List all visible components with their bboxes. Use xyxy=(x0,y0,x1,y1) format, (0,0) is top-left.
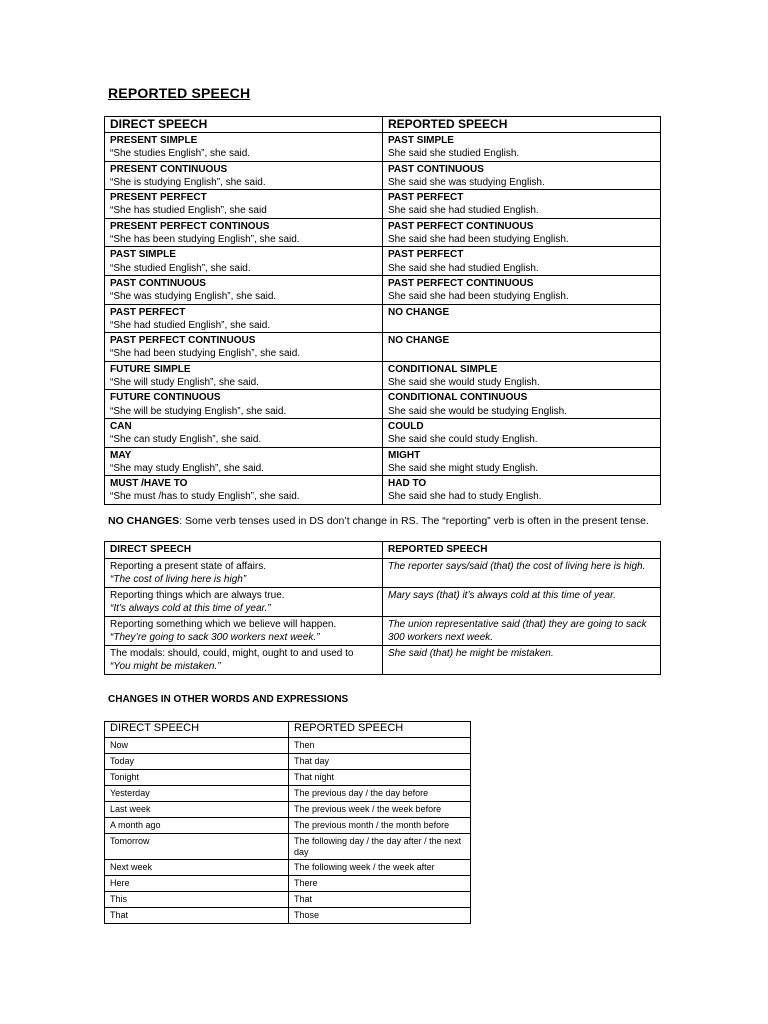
reported-word-cell: The previous day / the day before xyxy=(289,786,471,802)
direct-tense: PAST PERFECT xyxy=(110,306,186,318)
direct-example: “The cost of living here is high” xyxy=(110,574,247,585)
table-row xyxy=(105,818,471,834)
page-title: REPORTED SPEECH xyxy=(108,85,251,101)
table-row xyxy=(105,447,661,476)
reported-example: She said she had to study English. xyxy=(388,491,542,503)
direct-description: Reporting something which we believe will happen. xyxy=(110,618,337,630)
direct-example: “She had been studying English”, she said. xyxy=(110,348,301,360)
reported-word-cell: That night xyxy=(289,770,471,786)
reported-speech-cell xyxy=(383,190,661,219)
table-row xyxy=(105,892,471,908)
direct-speech-cell xyxy=(105,161,383,190)
direct-example: “She studied English”, she said. xyxy=(110,262,251,274)
reported-speech-cell xyxy=(383,218,661,247)
direct-speech-cell xyxy=(105,476,383,505)
direct-word-cell: Now xyxy=(105,738,289,754)
reported-tense: CONDITIONAL SIMPLE xyxy=(388,363,498,375)
direct-tense: CAN xyxy=(110,420,132,432)
direct-speech-cell xyxy=(105,390,383,419)
direct-speech-cell xyxy=(105,190,383,219)
table-row xyxy=(105,275,661,304)
table-row xyxy=(105,616,661,645)
table-row xyxy=(105,786,471,802)
direct-example: “She was studying English”, she said. xyxy=(110,291,277,303)
direct-speech-cell xyxy=(105,558,383,587)
reported-example: She said she had studied English. xyxy=(388,262,539,274)
table-header-row xyxy=(105,542,661,559)
direct-speech-cell xyxy=(105,275,383,304)
direct-tense: PRESENT CONTINUOUS xyxy=(110,163,228,175)
direct-tense: MAY xyxy=(110,449,132,461)
reported-example: The reporter says/said (that) the cost of living here is high. xyxy=(388,560,646,572)
direct-speech-cell xyxy=(105,616,383,645)
table-row xyxy=(105,908,471,924)
table-row xyxy=(105,476,661,505)
reported-speech-cell xyxy=(383,361,661,390)
reported-example: The union representative said (that) they are going to sack 300 workers next week. xyxy=(388,618,647,643)
reported-speech-cell xyxy=(383,333,661,362)
reported-example: She said she would study English. xyxy=(388,377,540,389)
direct-example: “She is studying English”, she said. xyxy=(110,176,266,188)
direct-example: “She has been studying English”, she said. xyxy=(110,234,300,246)
reported-tense: COULD xyxy=(388,420,424,432)
header-direct-speech: DIRECT SPEECH xyxy=(105,542,383,559)
table-row xyxy=(105,834,471,860)
table-row xyxy=(105,645,661,674)
table-row xyxy=(105,333,661,362)
table-row xyxy=(105,418,661,447)
reported-tense: MIGHT xyxy=(388,449,421,461)
direct-word-cell: Yesterday xyxy=(105,786,289,802)
reported-speech-cell xyxy=(383,476,661,505)
direct-word-cell: Here xyxy=(105,876,289,892)
reported-example: She said she had been studying English. xyxy=(388,291,569,303)
reported-speech-cell xyxy=(383,275,661,304)
reported-speech-cell xyxy=(383,616,661,645)
direct-tense: PAST PERFECT CONTINUOUS xyxy=(110,335,256,347)
reported-tense: PAST SIMPLE xyxy=(388,135,454,146)
table-row xyxy=(105,558,661,587)
header-reported-speech: REPORTED SPEECH xyxy=(383,542,661,559)
table-header-row xyxy=(105,722,471,738)
table-row xyxy=(105,860,471,876)
direct-example: “It’s always cold at this time of year.” xyxy=(110,603,271,614)
direct-word-cell: Tonight xyxy=(105,770,289,786)
direct-speech-cell xyxy=(105,333,383,362)
reported-example: She said she might study English. xyxy=(388,462,539,474)
header-reported-speech: REPORTED SPEECH xyxy=(383,117,661,133)
direct-tense: PRESENT PERFECT CONTINOUS xyxy=(110,220,270,232)
direct-speech-cell xyxy=(105,247,383,276)
reported-speech-cell xyxy=(383,161,661,190)
reported-example: She said she would be studying English. xyxy=(388,405,568,417)
direct-description: Reporting things which are always true. xyxy=(110,589,285,601)
direct-example: “She can study English”, she said. xyxy=(110,434,262,446)
reported-word-cell: Then xyxy=(289,738,471,754)
reported-example: She said she had studied English. xyxy=(388,205,539,217)
reported-example: She said (that) he might be mistaken. xyxy=(388,647,554,659)
no-changes-label: NO CHANGES xyxy=(108,515,180,527)
direct-tense: MUST /HAVE TO xyxy=(110,478,188,490)
header-direct-speech: DIRECT SPEECH xyxy=(105,722,289,738)
direct-speech-cell xyxy=(105,361,383,390)
direct-speech-cell xyxy=(105,133,383,162)
reported-example: She said she studied English. xyxy=(388,148,520,160)
direct-speech-cell xyxy=(105,218,383,247)
no-changes-text: : Some verb tenses used in DS don’t change in RS. The “reporting” verb is often in the present tense. xyxy=(179,515,649,527)
header-reported-speech: REPORTED SPEECH xyxy=(289,722,471,738)
direct-tense: PAST SIMPLE xyxy=(110,249,176,261)
reported-tense: CONDITIONAL CONTINUOUS xyxy=(388,392,528,404)
direct-description: The modals: should, could, might, ought to and used to xyxy=(110,647,354,659)
direct-example: “She had studied English”, she said. xyxy=(110,319,271,331)
reported-example: Mary says (that) it’s always cold at this time of year. xyxy=(388,589,616,601)
table-row xyxy=(105,754,471,770)
reported-word-cell: The following day / the day after / the next day xyxy=(289,834,471,860)
direct-description: Reporting a present state of affairs. xyxy=(110,560,267,572)
direct-tense: PRESENT PERFECT xyxy=(110,192,207,204)
table-row xyxy=(105,247,661,276)
direct-word-cell: A month ago xyxy=(105,818,289,834)
reported-tense: NO CHANGE xyxy=(388,306,450,318)
reported-tense: NO CHANGE xyxy=(388,335,450,347)
reported-tense: HAD TO xyxy=(388,478,427,490)
reported-example: She said she was studying English. xyxy=(388,176,545,188)
reported-speech-cell xyxy=(383,558,661,587)
reported-speech-cell xyxy=(383,645,661,674)
no-change-table xyxy=(104,541,661,675)
direct-tense: FUTURE SIMPLE xyxy=(110,363,191,375)
direct-speech-cell xyxy=(105,304,383,333)
reported-word-cell: That day xyxy=(289,754,471,770)
direct-tense: PRESENT SIMPLE xyxy=(110,135,198,146)
direct-word-cell: Today xyxy=(105,754,289,770)
reported-word-cell: There xyxy=(289,876,471,892)
direct-word-cell: That xyxy=(105,908,289,924)
table-row xyxy=(105,161,661,190)
reported-tense: PAST PERFECT xyxy=(388,249,464,261)
direct-example: “She must /has to study English”, she said. xyxy=(110,491,300,503)
reported-speech-cell xyxy=(383,390,661,419)
no-changes-note xyxy=(108,515,649,527)
section-heading: CHANGES IN OTHER WORDS AND EXPRESSIONS xyxy=(108,694,349,705)
header-direct-speech: DIRECT SPEECH xyxy=(105,117,383,133)
table-row xyxy=(105,587,661,616)
reported-example: She said she had been studying English. xyxy=(388,234,569,246)
direct-example: “She will study English”, she said. xyxy=(110,377,259,389)
direct-speech-cell xyxy=(105,447,383,476)
reported-tense: PAST PERFECT CONTINUOUS xyxy=(388,277,534,289)
direct-example: “She will be studying English”, she said. xyxy=(110,405,287,417)
reported-speech-cell xyxy=(383,304,661,333)
reported-speech-cell xyxy=(383,133,661,162)
reported-word-cell: The previous month / the month before xyxy=(289,818,471,834)
reported-word-cell: The previous week / the week before xyxy=(289,802,471,818)
reported-tense: PAST PERFECT CONTINUOUS xyxy=(388,220,534,232)
direct-speech-cell xyxy=(105,418,383,447)
reported-speech-cell xyxy=(383,447,661,476)
table-row xyxy=(105,304,661,333)
direct-speech-cell xyxy=(105,645,383,674)
reported-tense: PAST PERFECT xyxy=(388,192,464,204)
direct-example: “You might be mistaken.” xyxy=(110,661,221,672)
direct-example: “She studies English”, she said. xyxy=(110,148,251,160)
direct-example: “They’re going to sack 300 workers next week.” xyxy=(110,632,320,643)
direct-example: “She has studied English”, she said xyxy=(110,205,267,217)
reported-word-cell: The following week / the week after xyxy=(289,860,471,876)
direct-word-cell: Tomorrow xyxy=(105,834,289,860)
direct-example: “She may study English”, she said. xyxy=(110,462,264,474)
direct-speech-cell xyxy=(105,587,383,616)
table-row xyxy=(105,738,471,754)
reported-speech-cell xyxy=(383,418,661,447)
table-row xyxy=(105,133,661,162)
table-row xyxy=(105,876,471,892)
table-header-row xyxy=(105,117,661,133)
table-row xyxy=(105,802,471,818)
table-row xyxy=(105,770,471,786)
reported-tense: PAST CONTINUOUS xyxy=(388,163,484,175)
word-change-table xyxy=(104,721,471,924)
table-row xyxy=(105,218,661,247)
table-row xyxy=(105,390,661,419)
reported-speech-cell xyxy=(383,247,661,276)
reported-example: She said she could study English. xyxy=(388,434,538,446)
direct-word-cell: This xyxy=(105,892,289,908)
direct-tense: PAST CONTINUOUS xyxy=(110,277,206,289)
direct-word-cell: Next week xyxy=(105,860,289,876)
reported-speech-cell xyxy=(383,587,661,616)
tense-change-table xyxy=(104,116,661,505)
table-row xyxy=(105,361,661,390)
table-row xyxy=(105,190,661,219)
direct-word-cell: Last week xyxy=(105,802,289,818)
reported-word-cell: Those xyxy=(289,908,471,924)
reported-word-cell: That xyxy=(289,892,471,908)
direct-tense: FUTURE CONTINUOUS xyxy=(110,392,221,404)
